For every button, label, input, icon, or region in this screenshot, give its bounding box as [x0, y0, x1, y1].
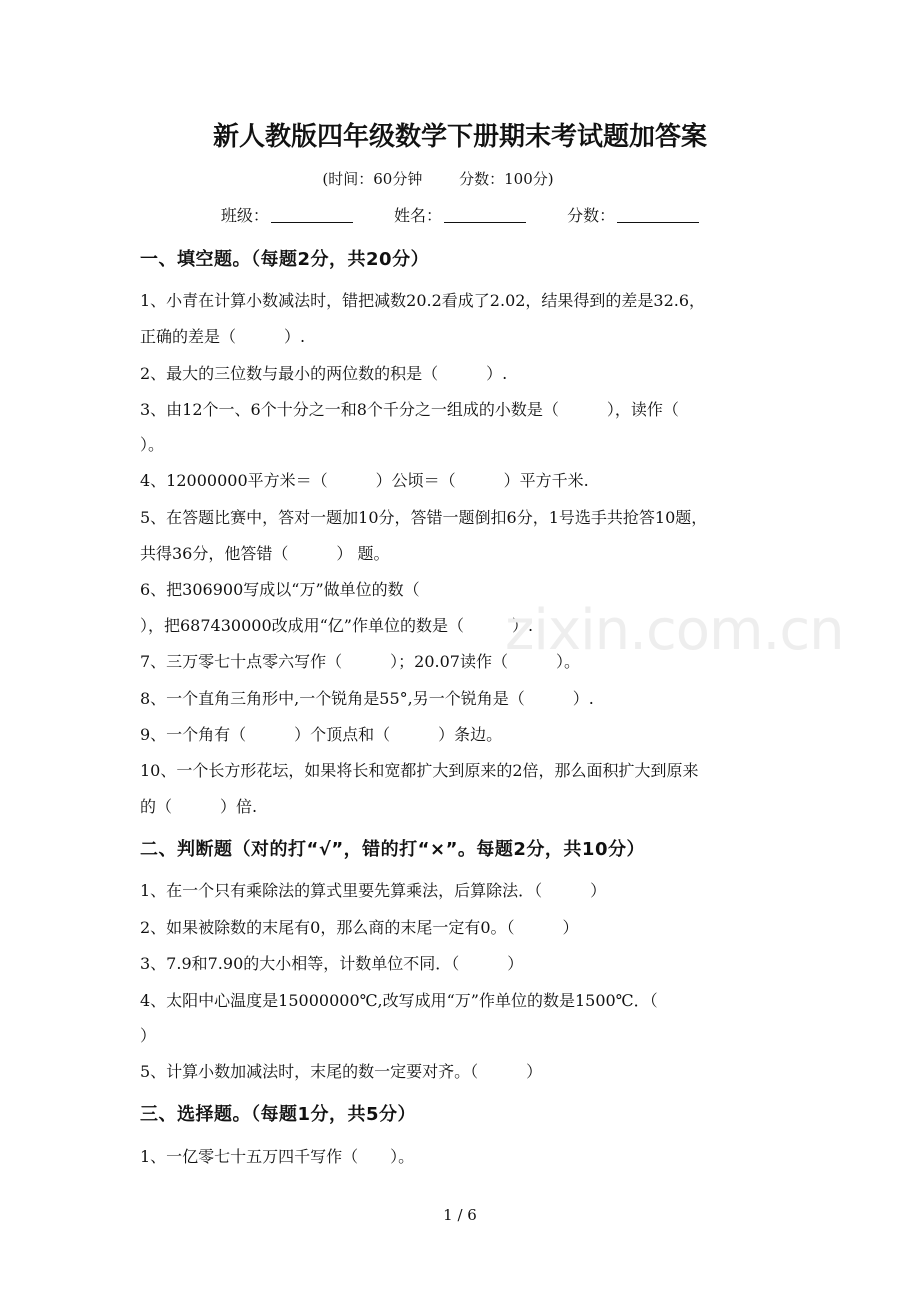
- question-line: 9、一个角有（ ）个顶点和（ ）条边。: [140, 725, 503, 744]
- question-line: 5、在答题比赛中，答对一题加10分，答错一题倒扣6分，1号选手共抢答10题，: [140, 508, 708, 527]
- question-line: 1、一亿零七十五万四千写作（ ）。: [140, 1147, 415, 1166]
- question-line: 1、在一个只有乘除法的算式里要先算乘法，后算除法．（ ）: [140, 881, 607, 900]
- question-line: 6、把306900写成以“万”做单位的数（: [140, 580, 420, 599]
- exam-total-score: 分数：100分): [459, 170, 554, 188]
- question-line: 3、由12个一、6个十分之一和8个千分之一组成的小数是（ ），读作（: [140, 400, 679, 419]
- class-label: 班级：: [220, 206, 269, 225]
- question-line: 2、如果被除数的末尾有0，那么商的末尾一定有0。（ ）: [140, 918, 579, 937]
- question-line: 2、最大的三位数与最小的两位数的积是（ ）.: [140, 364, 508, 383]
- watermark: zixin.com.cn: [505, 598, 844, 663]
- score-field: [567, 203, 699, 226]
- question-line: 5、计算小数加减法时，末尾的数一定要对齐。（ ）: [140, 1062, 543, 1081]
- section-heading-true-false: 二、判断题（对的打“√”，错的打“×”。每题2分，共10分）: [140, 839, 645, 860]
- question-line: 1、小青在计算小数减法时，错把减数20.2看成了2.02，结果得到的差是32.6，: [140, 291, 706, 310]
- question-line: ）: [140, 1026, 157, 1045]
- question-line: 共得36分，他答错（ ） 题。: [140, 544, 390, 563]
- student-info-row: [0, 203, 920, 226]
- exam-time: (时间：60分钟: [322, 170, 423, 188]
- question-line: 正确的差是（ ）.: [140, 327, 306, 346]
- question-line: 10、一个长方形花坛，如果将长和宽都扩大到原来的2倍，那么面积扩大到原来: [140, 761, 699, 780]
- question-line: 8、一个直角三角形中,一个锐角是55°,另一个锐角是（ ）.: [140, 689, 594, 708]
- page-number: 1 / 6: [443, 1206, 477, 1224]
- score-label: 分数：: [567, 206, 616, 225]
- section-heading-fill-blank: 一、填空题。（每题2分，共20分）: [140, 249, 430, 270]
- question-line: 的（ ）倍.: [140, 797, 258, 816]
- name-field: [394, 203, 526, 226]
- name-label: 姓名：: [393, 206, 442, 225]
- section-heading-multiple-choice: 三、选择题。（每题1分，共5分）: [140, 1104, 417, 1125]
- document-title: 新人教版四年级数学下册期末考试题加答案: [212, 122, 707, 152]
- question-line: 3、7.9和7.90的大小相等，计数单位不同．（ ）: [140, 954, 524, 973]
- question-line: 7、三万零七十点零六写作（ ）；20.07读作（ ）。: [140, 652, 580, 671]
- class-field: [221, 203, 353, 226]
- question-line: 4、12000000平方米＝（ ）公顷＝（ ）平方千米.: [140, 471, 589, 490]
- score-blank: [617, 206, 699, 223]
- name-blank: [444, 206, 526, 223]
- question-line: ）。: [140, 435, 165, 454]
- question-line: 4、太阳中心温度是15000000℃,改写成用“万”作单位的数是1500℃．（: [140, 991, 658, 1010]
- exam-meta: [0, 168, 876, 189]
- question-line: ），把687430000改成用“亿”作单位的数是（ ）.: [140, 616, 534, 635]
- class-blank: [271, 206, 353, 223]
